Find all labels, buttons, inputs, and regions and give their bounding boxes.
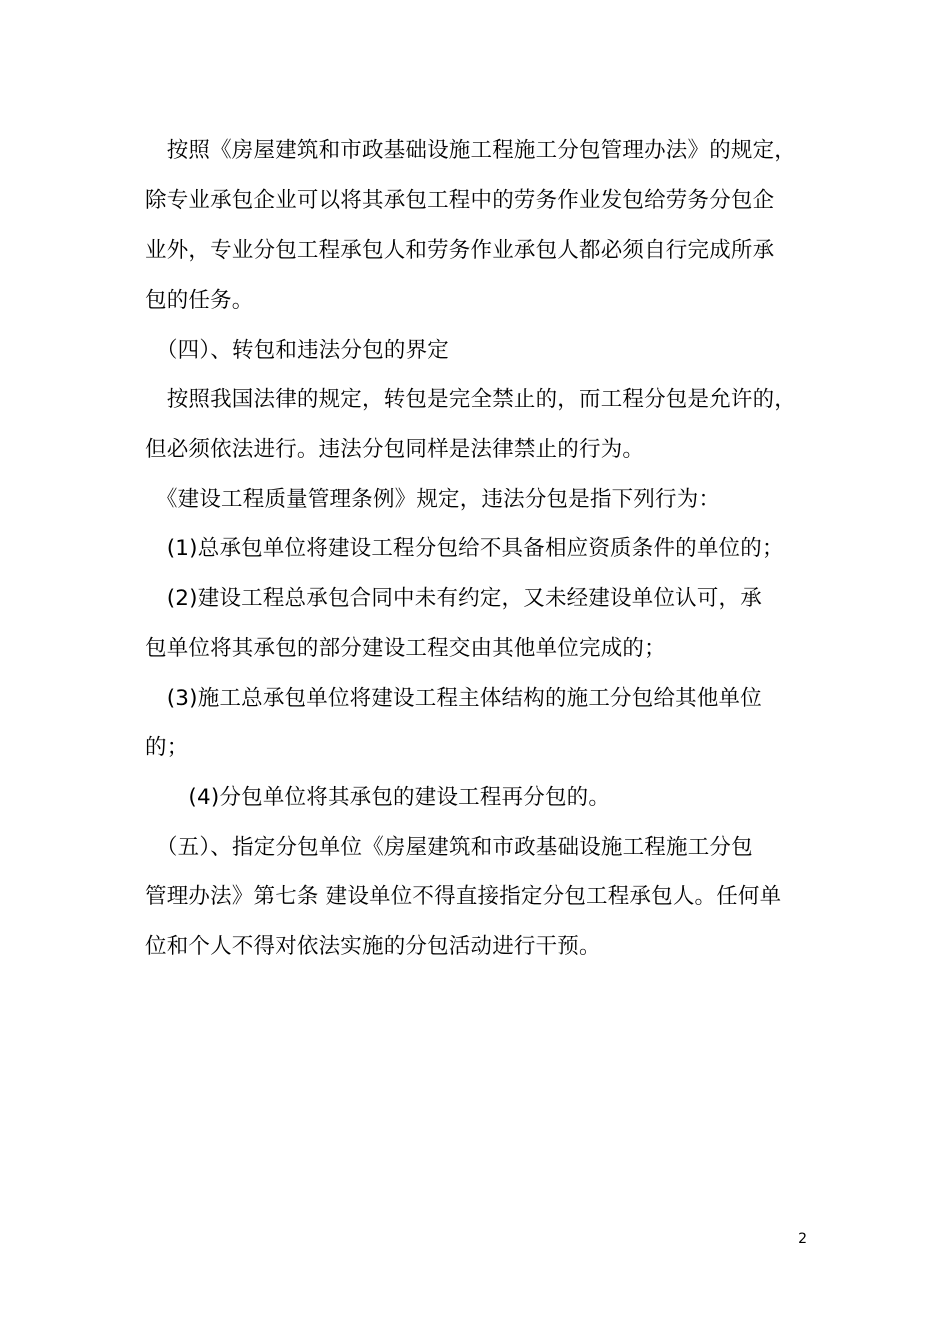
list-item: (1)总承包单位将建设工程分包给不具备相应资质条件的单位的； [145, 536, 784, 561]
paragraph-line: 业外，专业分包工程承包人和劳务作业承包人都必须自行完成所承 [145, 238, 775, 263]
list-item: 包单位将其承包的部分建设工程交由其他单位完成的； [145, 636, 666, 661]
list-item: (3)施工总承包单位将建设工程主体结构的施工分包给其他单位 [145, 686, 762, 711]
paragraph-line: 按照《房屋建筑和市政基础设施工程施工分包管理办法》的规定， [145, 138, 797, 163]
paragraph-line: 但必须依法进行。违法分包同样是法律禁止的行为。 [145, 437, 645, 462]
section-heading: （四）、转包和违法分包的界定 [145, 338, 450, 363]
paragraph-line: 按照我国法律的规定，转包是完全禁止的，而工程分包是允许的， [145, 387, 797, 412]
paragraph-line: 管理办法》第七条 建设单位不得直接指定分包工程承包人。任何单 [145, 884, 782, 909]
paragraph-line: 除专业承包企业可以将其承包工程中的劳务作业发包给劳务分包企 [145, 188, 775, 213]
list-item: (4)分包单位将其承包的建设工程再分包的。 [145, 785, 611, 810]
page-number: 2 [798, 1231, 807, 1247]
paragraph-line: 《建设工程质量管理条例》规定，违法分包是指下列行为： [145, 487, 721, 512]
paragraph-line: 包的任务。 [145, 288, 254, 313]
list-item: 的； [145, 735, 189, 760]
section-heading: （五）、指定分包单位《房屋建筑和市政基础设施工程施工分包 [145, 835, 753, 860]
paragraph-line: 位和个人不得对依法实施的分包活动进行干预。 [145, 934, 601, 959]
list-item: (2)建设工程总承包合同中未有约定，又未经建设单位认可，承 [145, 586, 762, 611]
